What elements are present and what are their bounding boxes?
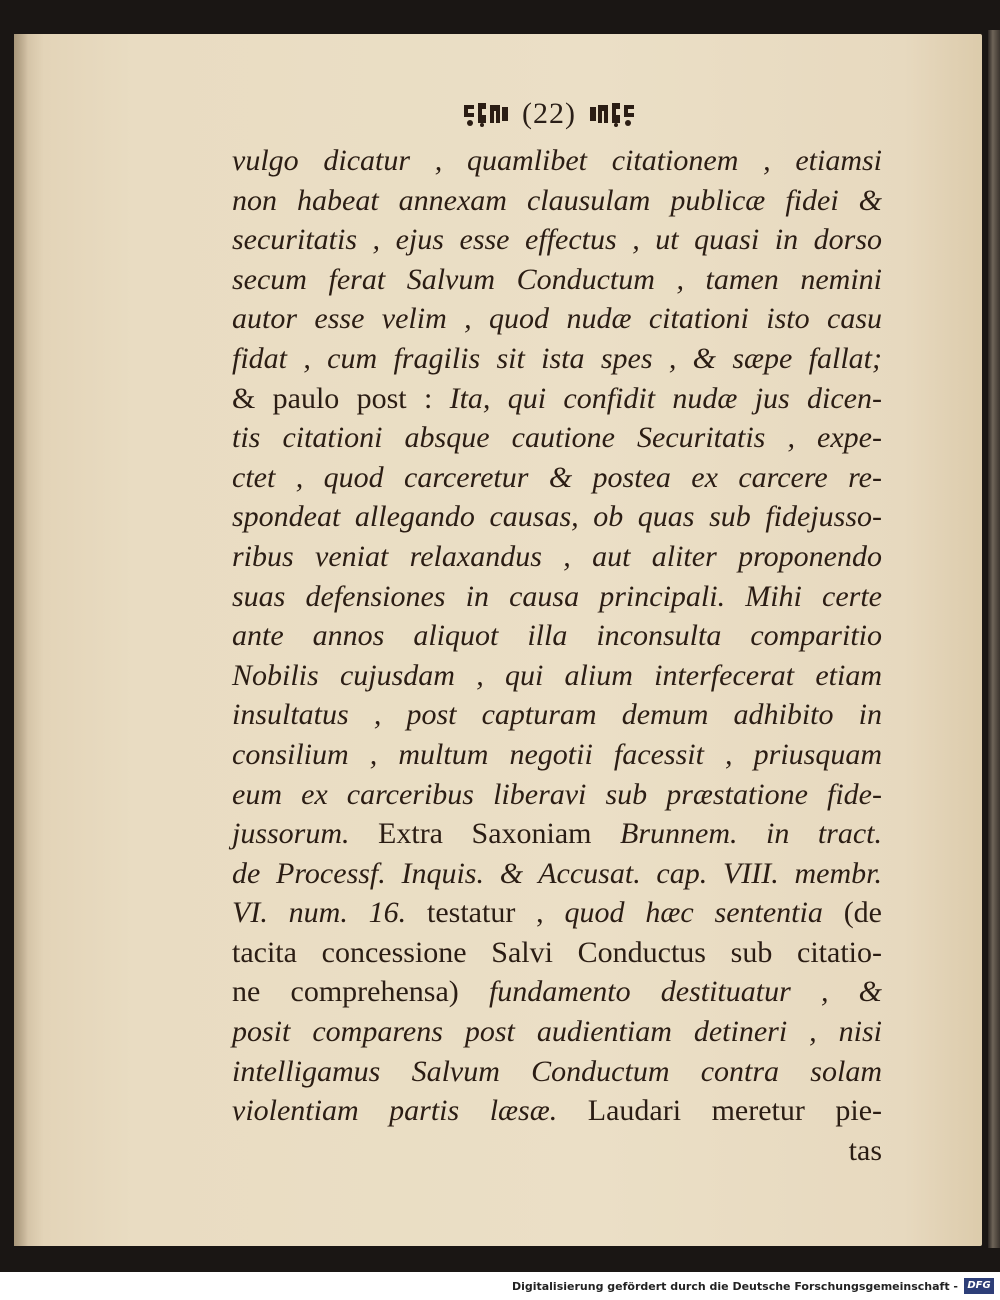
text-segment: spondeat allegando causas, ob quas sub fidejusso-	[232, 500, 882, 534]
text-line	[232, 458, 882, 498]
text-segment: Ita, qui confidit nudæ jus dicen-	[449, 381, 882, 415]
text-segment: VI. num. 16.	[232, 896, 428, 930]
text-segment: securitatis , ejus esse effectus , ut quasi in dorso	[232, 223, 882, 257]
page-header	[460, 92, 680, 136]
text-segment: fundamento destituatur , &	[488, 975, 882, 1009]
text-segment: quod hæc sententia	[564, 896, 844, 930]
text-line	[232, 260, 882, 300]
text-segment: ribus veniat relaxandus , aut aliter proponendo	[232, 539, 882, 573]
dfg-logo: DFG	[964, 1278, 994, 1294]
text-line	[232, 656, 882, 696]
text-line	[232, 537, 882, 577]
text-line	[232, 379, 882, 419]
text-segment: Laudari meretur pie-	[587, 1094, 883, 1128]
text-line	[232, 418, 882, 458]
text-line	[232, 616, 882, 656]
text-segment: intelligamus Salvum Conductum contra solam	[232, 1054, 882, 1088]
text-line	[232, 735, 882, 775]
text-segment: de Processf. Inquis. & Accusat. cap. VIII. membr.	[232, 856, 882, 890]
text-segment: insultatus , post capturam demum adhibito in	[232, 698, 882, 732]
text-segment: ne comprehensa)	[232, 975, 489, 1009]
ornament-icon	[586, 99, 638, 129]
text-segment: testatur ,	[427, 896, 565, 930]
text-segment: Nobilis cujusdam , qui alium interfecerat etiam	[232, 658, 882, 692]
text-line	[232, 497, 882, 537]
page-edge	[988, 30, 1000, 1248]
text-line	[232, 181, 882, 221]
text-line	[232, 775, 882, 815]
text-segment: secum ferat Salvum Conductum , tamen nemini	[232, 262, 882, 296]
text-segment: fidat , cum fragilis sit ista spes , & sæpe fallat;	[232, 341, 882, 375]
text-line	[232, 814, 882, 854]
text-segment: vulgo dicatur , quamlibet citationem , etiamsi	[232, 144, 882, 177]
text-segment: suas defensiones in causa principali. Mihi certe	[232, 579, 882, 613]
ornament-icon	[460, 99, 512, 129]
text-segment: Extra Saxoniam	[378, 817, 620, 851]
text-segment: posit comparens post audientiam detineri , nisi	[232, 1015, 882, 1049]
text-segment: ctet , quod carceretur & postea ex carcere re-	[232, 460, 882, 494]
footer-credit: Digitalisierung gefördert durch die Deutsche Forschungsgemeinschaft -	[511, 1280, 958, 1293]
text-segment: autor esse velim , quod nudæ citationi isto casu	[232, 302, 882, 336]
text-segment: eum ex carceribus liberavi sub præstatione fide-	[232, 777, 882, 811]
text-segment: violentiam partis læsæ.	[232, 1094, 588, 1128]
text-line	[232, 854, 882, 894]
catchword: tas	[848, 1133, 882, 1167]
text-segment: & paulo post :	[232, 381, 450, 415]
text-segment: non habeat annexam clausulam publicæ fidei &	[232, 183, 882, 217]
text-line	[232, 1052, 882, 1092]
text-segment: tacita concessione Salvi Conductus sub citatio-	[232, 935, 882, 969]
text-line	[232, 339, 882, 379]
text-line	[232, 299, 882, 339]
body-text	[232, 141, 882, 1170]
text-segment: jussorum.	[232, 817, 379, 851]
text-segment: tis citationi absque cautione Securitatis , expe-	[232, 421, 882, 455]
text-segment: ante annos aliquot illa inconsulta comparitio	[232, 619, 882, 653]
text-line	[232, 972, 882, 1012]
text-line	[232, 220, 882, 260]
page-number: (22)	[522, 97, 576, 130]
text-line	[232, 933, 882, 973]
page-gutter-shadow	[14, 34, 28, 1246]
text-segment: Brunnem. in tract.	[620, 817, 882, 851]
text-line	[232, 695, 882, 735]
text-segment: consilium , multum negotii facessit , priusquam	[232, 737, 882, 771]
text-line	[232, 1091, 882, 1131]
text-line	[232, 141, 882, 181]
text-segment: (de	[843, 896, 882, 930]
text-line	[232, 893, 882, 933]
text-line	[232, 577, 882, 617]
text-line	[232, 1012, 882, 1052]
